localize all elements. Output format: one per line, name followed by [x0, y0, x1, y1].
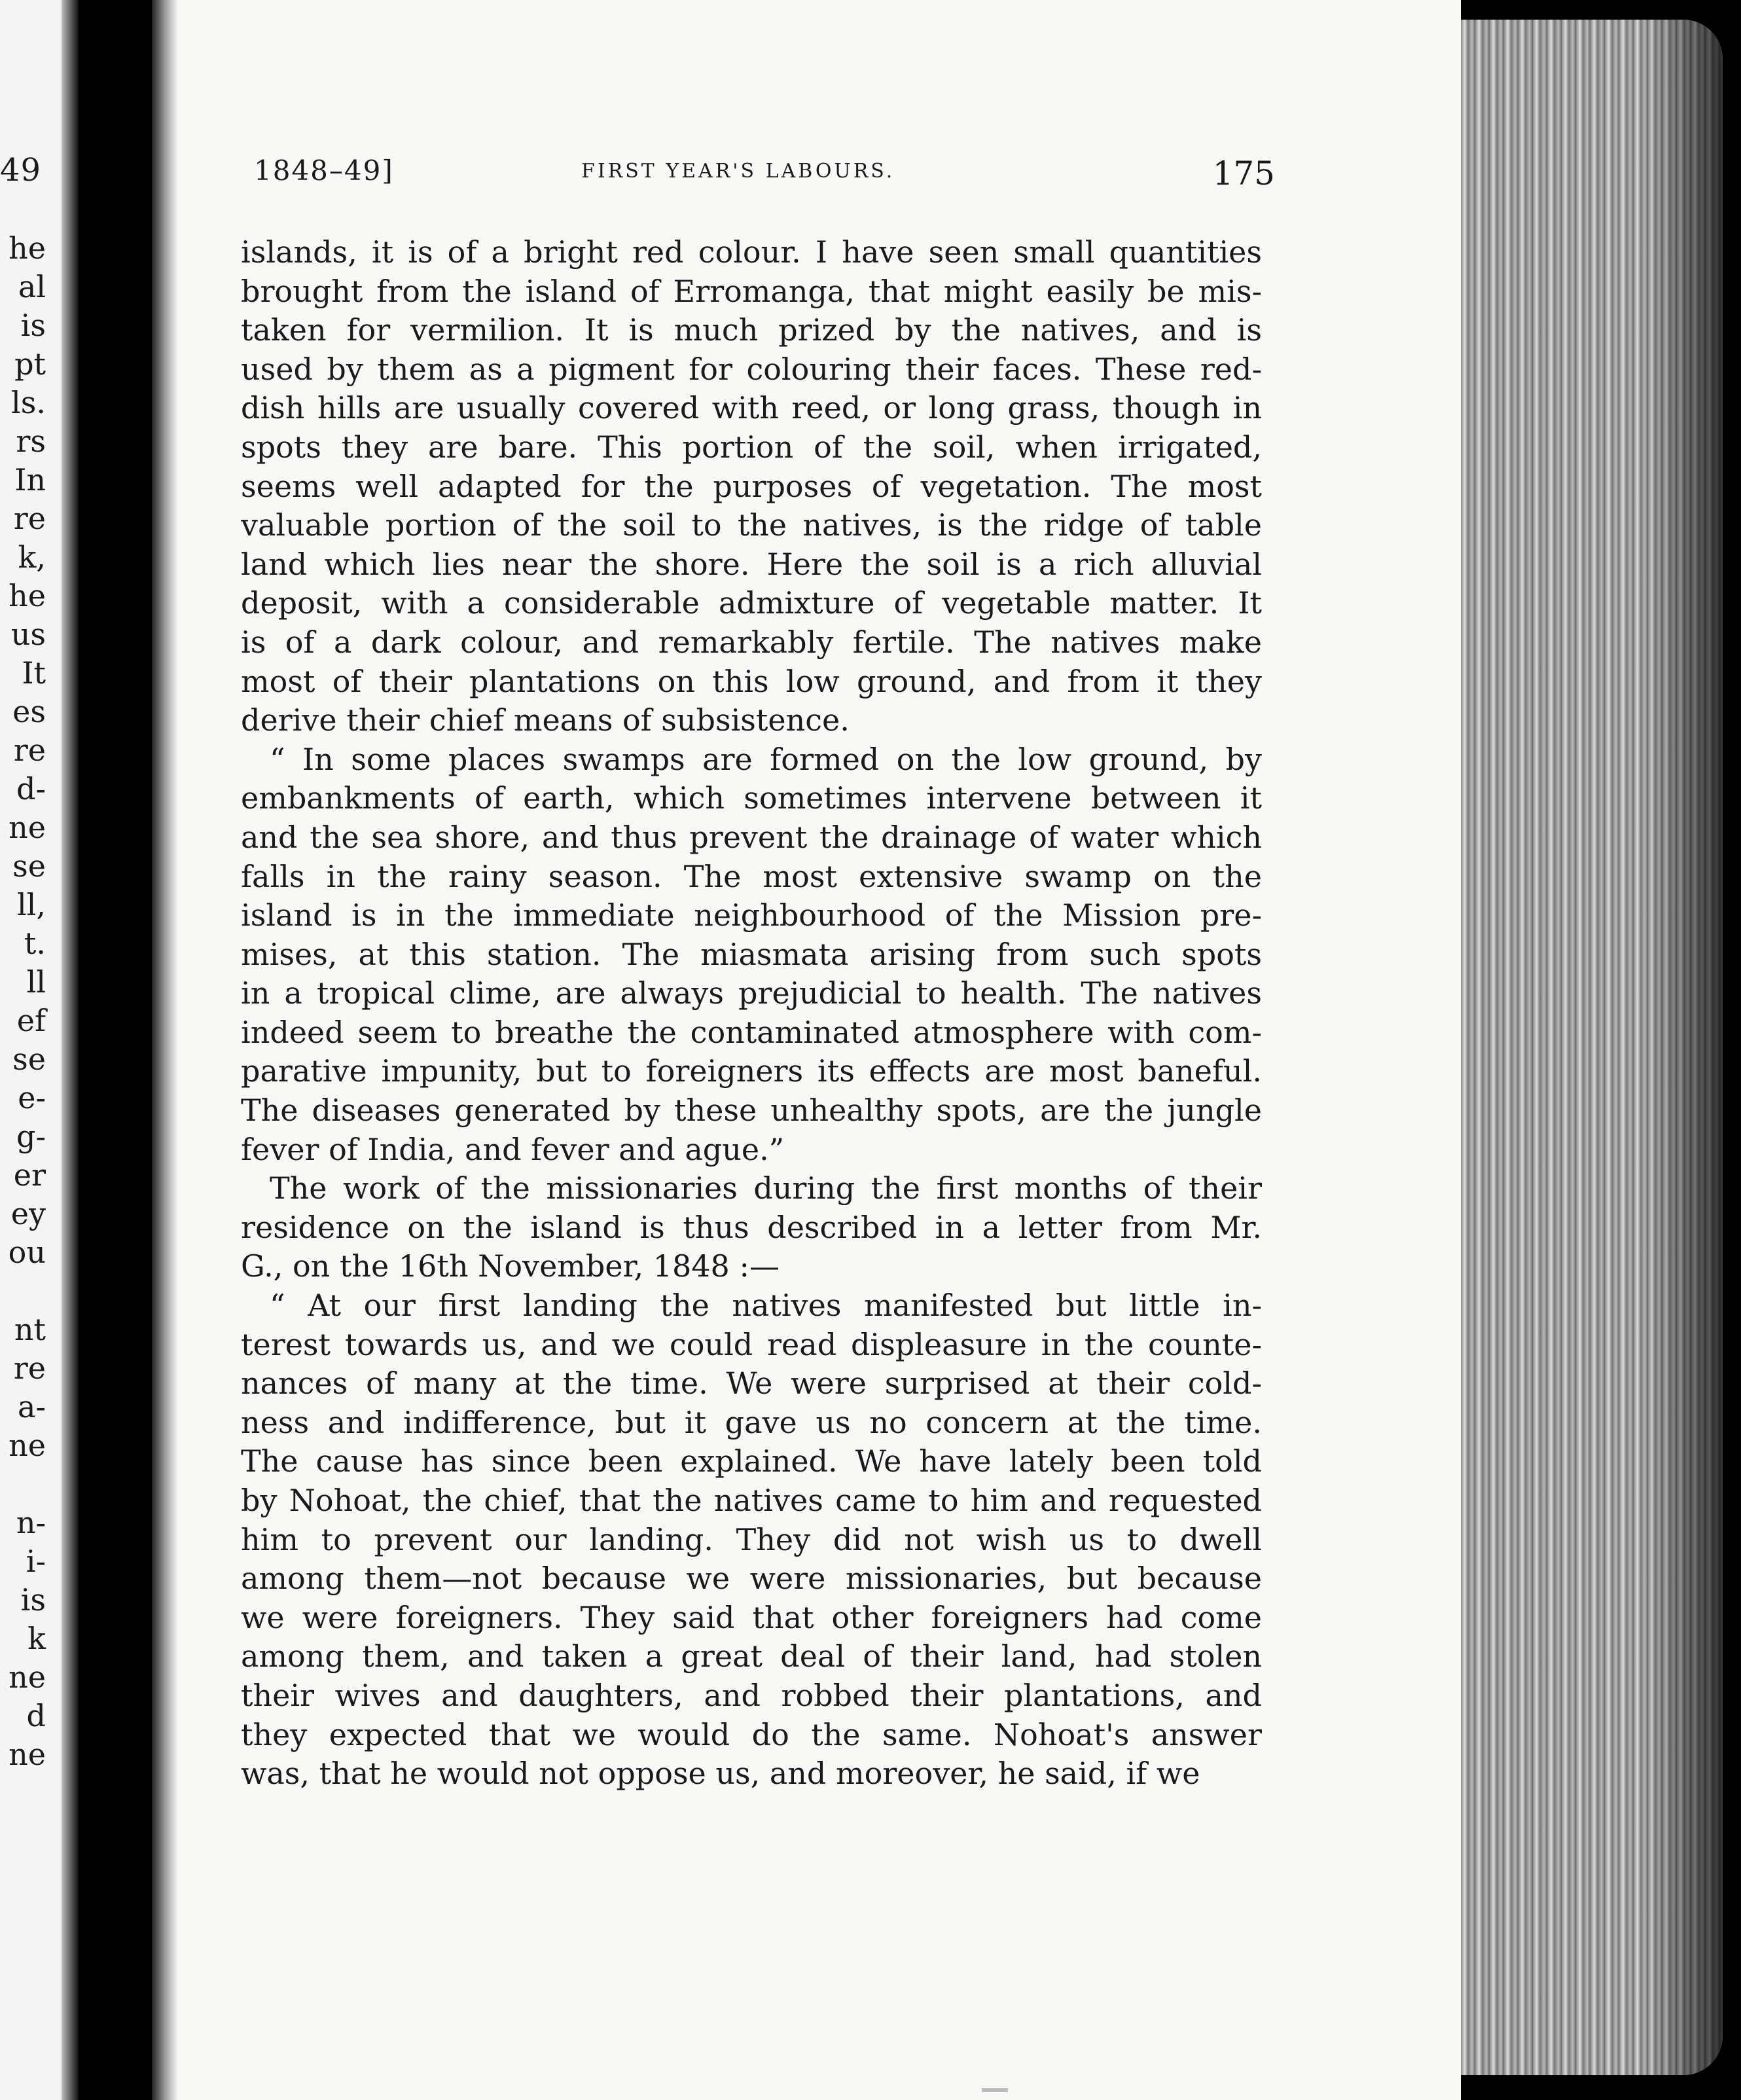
text-line: islands, it is of a bright red colour. I have seen small quantities — [241, 234, 1262, 270]
left-fragment-line: er — [13, 1157, 46, 1193]
text-line: The diseases generated by these unhealthy spots, are the jungle — [241, 1093, 1262, 1129]
text-line: “ At our first landing the natives manifested but little in- — [270, 1288, 1262, 1324]
text-line: deposit, with a considerable admixture of vegetable matter. It — [241, 585, 1262, 621]
text-line: spots they are bare. This portion of the soil, when irrigated, — [241, 429, 1262, 465]
left-fragment-line: ne — [9, 1428, 46, 1463]
left-fragment-line: pt — [14, 346, 46, 382]
text-line: taken for vermilion. It is much prized by the natives, and is — [241, 312, 1262, 348]
page-edges — [1461, 20, 1723, 2075]
left-fragment-line: It — [22, 655, 46, 691]
text-line: ness and indifference, but it gave us no concern at the time. — [241, 1404, 1262, 1440]
left-fragment-line — [0, 1272, 46, 1311]
left-fragment-line: re — [13, 1350, 46, 1386]
left-fragment-line: he — [9, 578, 46, 613]
left-fragment-line: us — [10, 617, 46, 652]
text-line: residence on the island is thus described in a letter from Mr. — [241, 1209, 1262, 1245]
left-fragment-line: re — [13, 733, 46, 768]
text-line: mises, at this station. The miasmata arising from such spots — [241, 936, 1262, 972]
left-fragment-line: es — [12, 694, 46, 729]
text-line: terest towards us, and we could read displeasure in the counte- — [241, 1326, 1262, 1362]
text-line: The work of the missionaries during the first months of their — [270, 1170, 1262, 1206]
text-line: island is in the immediate neighbourhood of the Mission pre- — [241, 897, 1262, 933]
left-fragment-line: se — [12, 848, 46, 884]
left-gutter-shadow — [62, 0, 79, 2100]
text-line: was, that he would not oppose us, and moreover, he said, if we — [241, 1756, 1200, 1792]
left-fragment-line — [0, 1465, 46, 1504]
text-line: and the sea shore, and thus prevent the drainage of water which — [241, 819, 1262, 855]
text-line: they expected that we would do the same. Nohoat's answer — [241, 1716, 1262, 1752]
left-fragment-line: he — [9, 230, 46, 266]
text-line: we were foreigners. They said that other foreigners had come — [241, 1599, 1262, 1635]
left-fragment-line: In — [14, 462, 46, 498]
bottom-smudge — [982, 2088, 1008, 2092]
left-fragment-line: i- — [26, 1544, 46, 1579]
text-line: indeed seem to breathe the contaminated atmosphere with com- — [241, 1014, 1262, 1050]
left-fragment-line: k — [27, 1621, 46, 1656]
left-fragment-line: a- — [18, 1389, 46, 1424]
left-fragment-line: nt — [14, 1312, 46, 1347]
left-fragment-line: ne — [9, 810, 46, 845]
left-fragment-line: d- — [16, 771, 46, 806]
text-line: their wives and daughters, and robbed their plantations, and — [241, 1677, 1262, 1713]
left-fragment-line: t. — [24, 926, 46, 961]
text-line: in a tropical clime, are always prejudicial to health. The natives — [241, 975, 1262, 1011]
left-fragment-line: is — [20, 308, 46, 343]
text-line: valuable portion of the soil to the natives, is the ridge of table — [241, 507, 1262, 543]
text-line: falls in the rainy season. The most extensive swamp on the — [241, 858, 1262, 894]
text-line: G., on the 16th November, 1848 :— — [241, 1248, 780, 1284]
text-line: “ In some places swamps are formed on the low ground, by — [270, 741, 1262, 777]
left-fragment-line: ll, — [16, 887, 46, 922]
left-page-folio: 49 — [0, 152, 42, 189]
page-gutter-shadow — [152, 0, 178, 2100]
left-fragment-line: rs — [16, 424, 46, 459]
left-fragment-line: re — [13, 501, 46, 536]
header-years: 1848–49] — [254, 154, 394, 187]
running-header — [254, 154, 1275, 194]
left-fragment-line: is — [20, 1582, 46, 1618]
body-text — [241, 233, 1262, 1794]
left-fragment-line: se — [12, 1041, 46, 1077]
text-line: by Nohoat, the chief, that the natives came to him and requested — [241, 1483, 1262, 1518]
left-page-text-fragments — [0, 229, 46, 1774]
left-fragment-line: n- — [16, 1505, 46, 1540]
text-line: parative impunity, but to foreigners its effects are most baneful. — [241, 1053, 1262, 1089]
left-fragment-line: ll — [26, 964, 46, 1000]
left-fragment-line: al — [18, 269, 46, 304]
header-running-title: FIRST YEAR'S LABOURS. — [581, 160, 895, 183]
facing-page-left — [0, 0, 79, 2100]
text-line: seems well adapted for the purposes of vegetation. The most — [241, 468, 1262, 504]
left-fragment-line: ls. — [11, 385, 46, 420]
text-line: most of their plantations on this low ground, and from it they — [241, 663, 1262, 699]
left-fragment-line: ou — [8, 1235, 46, 1270]
left-fragment-line: d — [26, 1698, 46, 1733]
left-fragment-line: e- — [18, 1080, 46, 1115]
text-line: land which lies near the shore. Here the soil is a rich alluvial — [241, 546, 1262, 582]
page-number: 175 — [1212, 154, 1275, 192]
left-fragment-line: ef — [16, 1003, 46, 1038]
text-line: among them, and taken a great deal of their land, had stolen — [241, 1638, 1262, 1675]
text-line: is of a dark colour, and remarkably fertile. The natives make — [241, 624, 1262, 660]
text-line: brought from the island of Erromanga, that might easily be mis- — [241, 273, 1262, 309]
left-fragment-line: ne — [9, 1737, 46, 1772]
text-line: used by them as a pigment for colouring their faces. These red- — [241, 351, 1262, 387]
left-fragment-line: k, — [18, 539, 46, 575]
text-line: embankments of earth, which sometimes intervene between it — [241, 780, 1262, 816]
page-edges-shade — [1644, 20, 1723, 2075]
text-line: him to prevent our landing. They did not wish us to dwell — [241, 1521, 1262, 1557]
text-line: nances of many at the time. We were surprised at their cold- — [241, 1366, 1262, 1402]
text-line: among them—not because we were missionaries, but because — [241, 1561, 1262, 1597]
left-fragment-line: ey — [10, 1196, 46, 1231]
text-line: fever of India, and fever and ague.” — [241, 1131, 785, 1167]
left-fragment-line: ne — [9, 1659, 46, 1695]
text-line: The cause has since been explained. We have lately been told — [241, 1443, 1262, 1479]
left-fragment-line: g- — [16, 1119, 46, 1154]
text-line: derive their chief means of subsistence. — [241, 702, 850, 738]
text-line: dish hills are usually covered with reed, or long grass, though in — [241, 390, 1262, 426]
